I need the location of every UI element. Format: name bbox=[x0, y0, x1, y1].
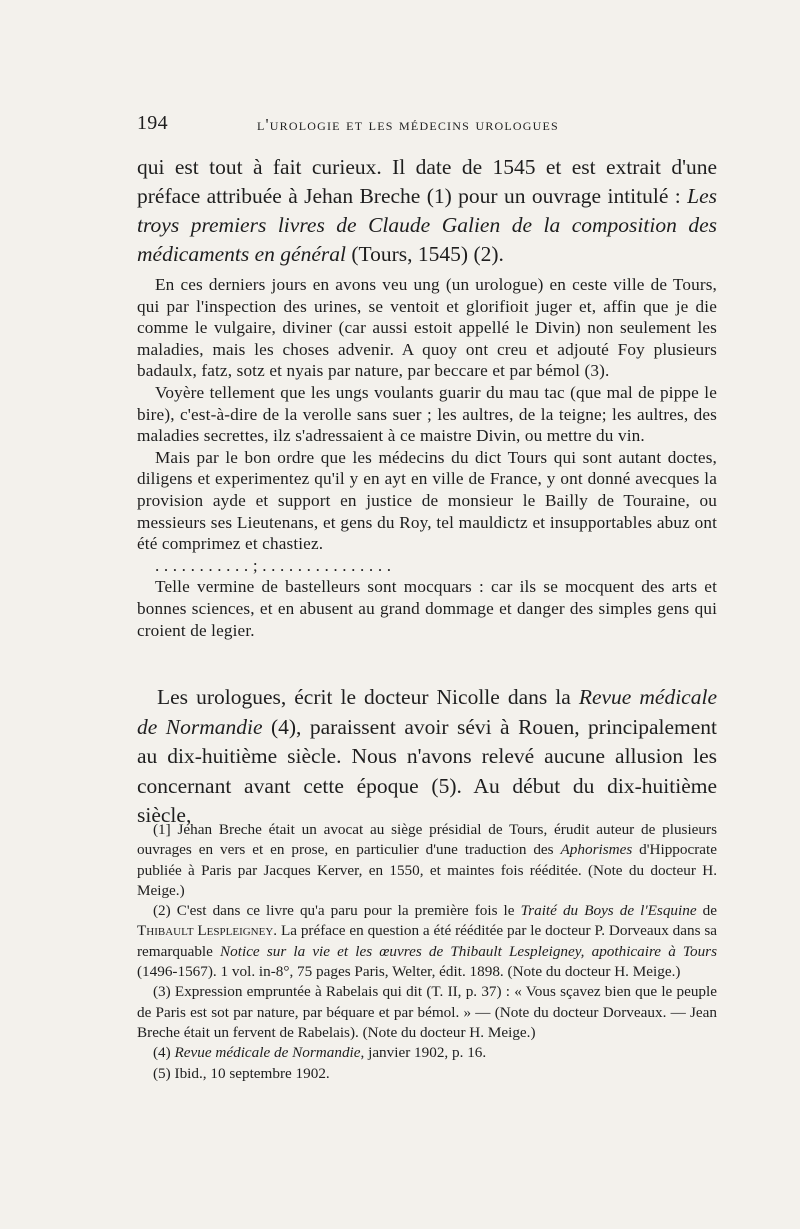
running-title: l'urologie et les médecins urologues bbox=[257, 115, 559, 134]
footnote-text: d'Hippocrate publiée à Paris par Jacques Kerver, en 1550, et maintes fois rééditée. (Note du docteur H. Meige.) bbox=[137, 841, 717, 899]
main-text-end: (4), paraissent avoir sévi à Rouen, principalement au dix-huitième siècle. Nous n'avons relevé aucune allusion les concernant avant cette époque (5). Au début du dix-huitième siècle, bbox=[137, 714, 717, 827]
footnote-3: (3) Expression empruntée à Rabelais qui dit (T. II, p. 37) : « Vous sçavez bien que le peuple de Paris est sot par nature, par béquare et par bémol. » — (Note du docteur Dorveaux. — Jean Breche était un fervent de Rabelais). (Note du docteur H. Meige.) bbox=[137, 983, 717, 1041]
quote-paragraph: En ces derniers jours en avons veu ung (un urologue) en ceste ville de Tours, qui par l'inspection des urines, se ventoit et glorifioit juger et, affin que je die comme le vulgaire, diviner (car aussi estoit appellé le Divin) non seulement les maladies, mais les choses advenir. A quoy ont creu et adjouté Foy plusieurs badaulx, fatz, sotz et nyais par nature, par beccare et par bémol (3). bbox=[137, 275, 717, 381]
footnotes bbox=[137, 820, 717, 1084]
footnote-text: (1] Jehan Breche était un avocat au siège présidial de Tours, érudit auteur de plusieurs ouvrages en vers et en prose, en particulier d'une traduction des bbox=[137, 821, 717, 859]
footnote-5: (5) Ibid., 10 septembre 1902. bbox=[153, 1064, 330, 1082]
footnote-2 bbox=[137, 901, 717, 982]
intro-text-end: (Tours, 1545) (2). bbox=[345, 242, 504, 266]
author-name: Thibault Lespleigney bbox=[137, 922, 274, 940]
footnote-text: (1496-1567). 1 vol. in-8°, 75 pages Paris, Welter, édit. 1898. (Note du docteur H. Meige.) bbox=[137, 963, 681, 981]
quote-paragraph: Mais par le bon ordre que les médecins du dict Tours qui sont autant doctes, diligens et experimentez qu'il y en ayt en ville de France, y ont donné avecques la provision ayde et support en justice de monsieur le Bailly de Touraine, ou messieurs ses Lieutenans, et gens du Roy, tel mauldictz et insupportables abuz ont été comprimez et chastiez. bbox=[137, 447, 717, 554]
footnote-text: . La préface en question a été rééditée par le docteur P. Dorveaux dans sa remarquable bbox=[137, 922, 718, 960]
intro-paragraph bbox=[137, 153, 717, 269]
ellipsis-line: . . . . . . . . . . . ; . . . . . . . . . . . . . . . bbox=[155, 555, 392, 575]
footnote-text: , janvier 1902, p. 16. bbox=[360, 1044, 487, 1062]
quote-paragraph: Voyère tellement que les ungs voulants guarir du mau tac (que mal de pippe le bire), c'est-à-dire de la verolle sans suer ; les aultres, de la teigne; les aultres, des maladies secrettes, ilz s'adressaient à ce maistre Divin, ou mettre du vin. bbox=[137, 382, 717, 446]
footnote-italic: Traité du Boys de l'Esquine bbox=[520, 902, 697, 920]
footnote-text: (2) C'est dans ce livre qu'a paru pour la première fois le bbox=[153, 902, 521, 920]
book-title: Les troys premiers livres de Claude Galien de la composition des médicaments en général bbox=[137, 184, 717, 266]
footnote-text: (4) bbox=[153, 1044, 175, 1062]
footnote-italic: Notice sur la vie et les œuvres de Thibault Lespleigney, apothicaire à Tours bbox=[220, 942, 717, 960]
intro-text: qui est tout à fait curieux. Il date de 1545 et est extrait d'une préface attribuée à Jehan Breche (1) pour un ouvrage intitulé : bbox=[137, 155, 717, 208]
main-text: Les urologues, écrit le docteur Nicolle dans la bbox=[157, 685, 579, 709]
footnote-italic: Aphorismes bbox=[560, 841, 633, 859]
block-quote bbox=[137, 274, 717, 641]
footnote-4 bbox=[137, 1043, 717, 1063]
quote-paragraph: Telle vermine de bastelleurs sont mocquars : car ils se mocquent des arts et bonnes sciences, et en abusent au grand dommage et danger des simples gens qui croient de legier. bbox=[137, 577, 717, 640]
footnote-1 bbox=[137, 820, 717, 901]
main-paragraph bbox=[137, 683, 717, 831]
page-number: 194 bbox=[137, 112, 168, 134]
journal-title: Revue médicale de Normandie bbox=[137, 685, 717, 739]
page-header bbox=[137, 112, 717, 142]
footnote-italic: Revue médicale de Normandie bbox=[174, 1044, 361, 1062]
footnote-text: de bbox=[696, 902, 717, 920]
